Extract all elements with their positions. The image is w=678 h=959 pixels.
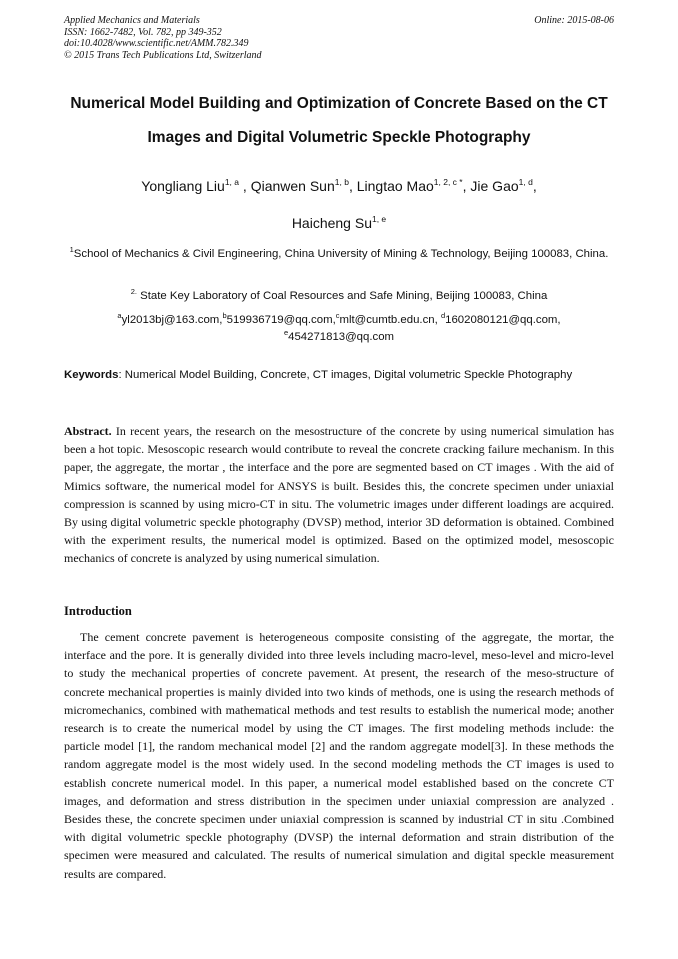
online-date: Online: 2015-08-06 — [534, 15, 614, 26]
author-affiliation-mark: 1, a — [224, 177, 240, 187]
affiliation-mark: 1 — [69, 245, 74, 254]
title-line-2: Images and Digital Volumetric Speckle Photography — [147, 129, 531, 146]
email-mark: d — [440, 311, 446, 320]
section-heading-introduction: Introduction — [64, 604, 132, 618]
journal-info — [64, 15, 614, 61]
affiliation-text: State Key Laboratory of Coal Resources and Safe Mining, Beijing 100083, China — [136, 290, 548, 302]
journal-header — [64, 15, 614, 61]
email-mark: a — [117, 311, 122, 320]
author-name: Haicheng Su — [291, 215, 372, 231]
copyright-line: © 2015 Trans Tech Publications Ltd, Switzerland — [64, 49, 262, 61]
affiliation-1 — [60, 246, 618, 263]
email-list: $^a$yl2013bj@163.com,$^b$519936719@qq.com,$^c$mlt@cumtb.edu.cn, $^d$1602080121@qq.com, $^e$454271813@qq.com — [117, 311, 561, 343]
author-affiliation-mark: 1, e — [371, 214, 387, 224]
email-address: yl2013bj@163.com — [121, 314, 220, 326]
title-line-1: Numerical Model Building and Optimization of Concrete Based on the CT — [70, 95, 608, 112]
email-address: mlt@cumtb.edu.cn — [339, 314, 435, 326]
authors-line-1: Yongliang Liu$^{1, a}$ , Qianwen Sun$^{1, b}$, Lingtao Mao$^{1, 2, c *}$, Jie Gao$^{1, d}$, — [141, 177, 537, 194]
author-name: Yongliang Liu — [141, 178, 225, 194]
author-name: Lingtao Mao — [356, 178, 434, 194]
affiliation-text: School of Mechanics & Civil Engineering, China University of Mining & Technology, Beijing 100083, China. — [73, 248, 609, 260]
email-mark: c — [335, 311, 340, 320]
author-affiliation-mark: 1, d — [518, 177, 533, 187]
affiliation-mark: 2. — [130, 287, 137, 296]
email-address: 519936719@qq.com — [226, 314, 333, 326]
keywords-paragraph — [64, 367, 614, 384]
doi-line: doi:10.4028/www.scientific.net/AMM.782.349 — [64, 38, 249, 49]
authors-line-2 — [40, 205, 638, 242]
email-mark: b — [222, 311, 227, 320]
author-list — [40, 168, 638, 242]
email-address: 454271813@qq.com — [288, 331, 395, 343]
abstract-label: Abstract. — [64, 424, 112, 438]
author-affiliation-mark: 1, 2, c * — [433, 177, 463, 187]
affiliation-2 — [60, 288, 618, 305]
journal-name: Applied Mechanics and Materials — [64, 15, 200, 26]
abstract-text: In recent years, the research on the mesostructure of the concrete by using numerical simulation has been a hot topic. Mesoscopic research would contribute to reveal the concrete cracking failure mechanism. In this paper, the aggregate, the mortar , the interface and the pore are segmented based on CT images . With the aid of Mimics software, the numerical model for ANSYS is built. Besides this, the concrete specimen under uniaxial compression is scanned by using micro-CT in situ. The volumetric images under different loadings are acquired. By using digital volumetric speckle photography (DVSP) method, interior 3D deformation is obtained. Combined with the experiment results, the numerical model is optimized. Based on the optimized model, mesoscopic mechanics of concrete is analyzed by using numerical simulation. — [64, 424, 614, 566]
email-address: 1602080121@qq.com — [445, 314, 558, 326]
keywords-text: : Numerical Model Building, Concrete, CT images, Digital volumetric Speckle Photography — [118, 369, 573, 381]
author-name: Qianwen Sun — [250, 178, 335, 194]
introduction-paragraph: The cement concrete pavement is heterogeneous composite consisting of the aggregate, the mortar, the interface and the pore. It is generally divided into three levels including macro-level, meso-level and micro-level to study the mechanical properties of concrete pavement. At present, the research of the meso-structure of concrete mechanical properties is mainly divided into two kinds of methods, one is using the research methods of micromechanics, combined with mathematical methods and test results to establish the numerical mode; another research is to create the numerical model by using the CT images. The first modeling methods include: the particle model [1], the random mechanical model [2] and the random aggregate model[3]. In these methods the random aggregate model is the most widely used. In the second modeling methods the CT images is used to establish concrete numerical model. In this paper, a numerical model established based on the concrete CT images, and deformation and stress distribution in the specimen under uniaxial compression are analyzed . Besides these, the concrete specimen under uniaxial compression is scanned by industrial CT in situ .Combined with digital volumetric speckle photography (DVSP) the internal deformation and strain distribution of the specimen were measured and calculated. The results of numerical simulation and digital speckle measurement results are compared. — [64, 630, 614, 881]
paper-title — [50, 87, 628, 155]
email-mark: e — [283, 328, 289, 337]
keywords-label: Keywords — [64, 369, 119, 381]
abstract-paragraph — [64, 422, 614, 568]
issn-line: ISSN: 1662-7482, Vol. 782, pp 349-352 — [64, 26, 222, 38]
author-affiliation-mark: 1, b — [334, 177, 349, 187]
author-name: Jie Gao — [470, 178, 519, 194]
